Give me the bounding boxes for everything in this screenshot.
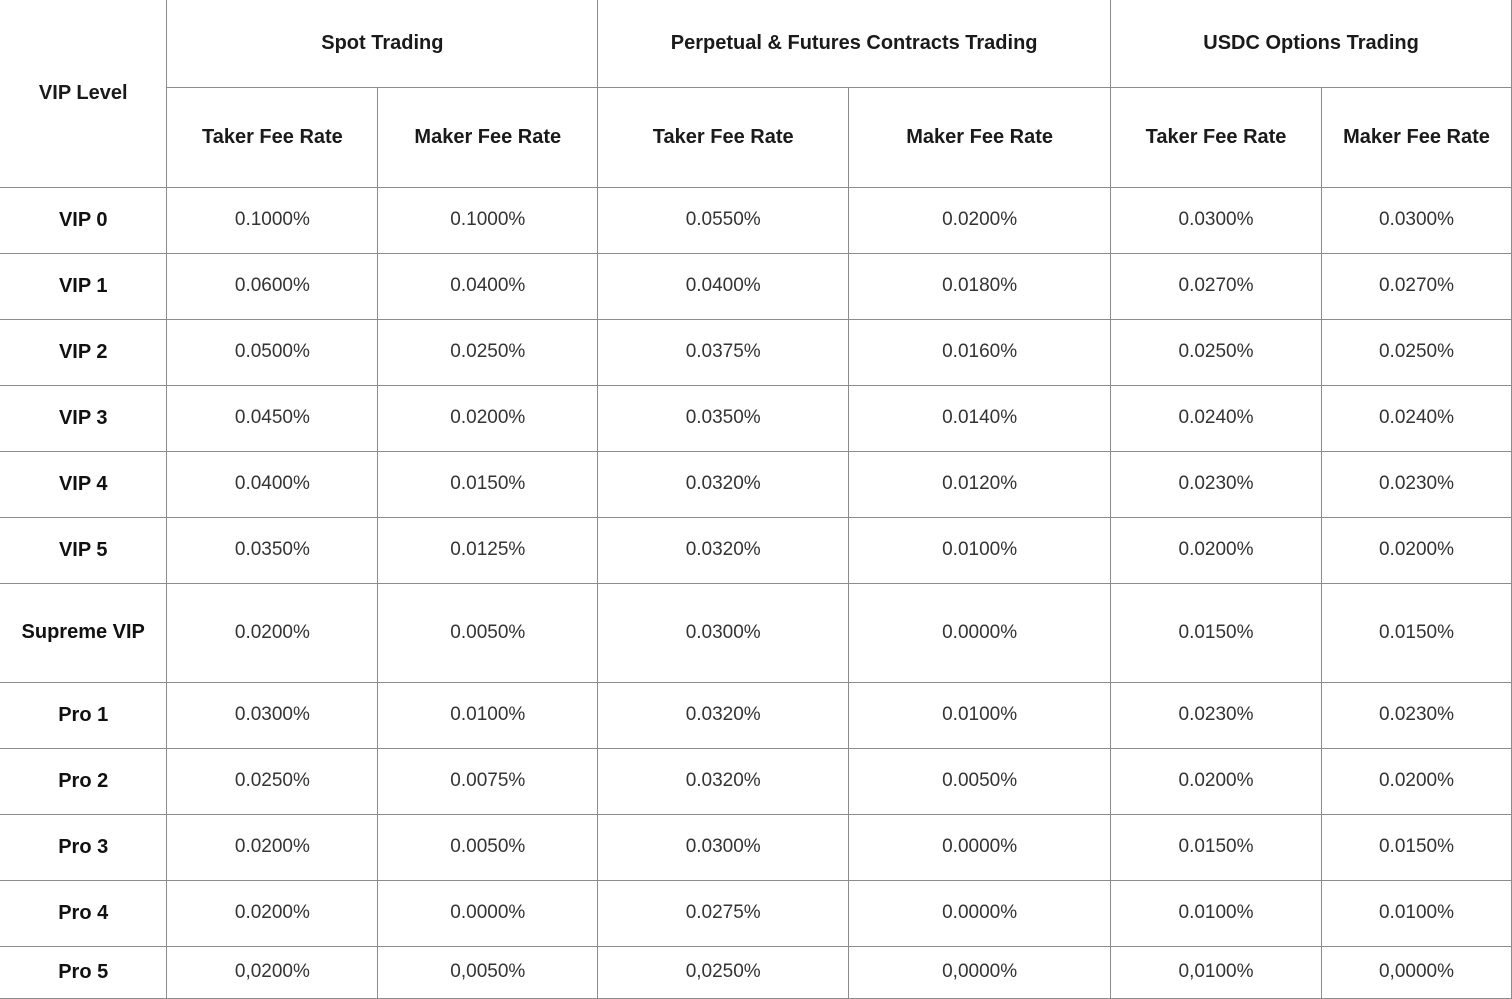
fee-rate-cell: 0.0100% <box>1321 880 1511 946</box>
fee-rate-cell: 0,0100% <box>1111 946 1322 998</box>
fee-rate-cell: 0.0200% <box>167 814 378 880</box>
fee-rate-cell: 0,0000% <box>849 946 1111 998</box>
table-row <box>0 814 1512 880</box>
fee-rate-cell: 0.0120% <box>849 451 1111 517</box>
fee-rate-cell: 0.0000% <box>849 880 1111 946</box>
fee-rate-cell: 0.0100% <box>378 682 598 748</box>
fee-rate-cell: 0.0000% <box>378 880 598 946</box>
table-row <box>0 517 1512 583</box>
fee-rate-cell: 0.0300% <box>598 814 849 880</box>
table-row <box>0 682 1512 748</box>
fee-rate-cell: 0.1000% <box>167 187 378 253</box>
fee-rate-cell: 0.0200% <box>849 187 1111 253</box>
fee-rate-cell: 0.0150% <box>1321 583 1511 682</box>
vip-level-cell: VIP 3 <box>0 385 167 451</box>
table-row <box>0 187 1512 253</box>
vip-level-cell: VIP 0 <box>0 187 167 253</box>
fee-rate-cell: 0.0400% <box>167 451 378 517</box>
vip-level-cell: VIP 1 <box>0 253 167 319</box>
fee-rate-cell: 0.0320% <box>598 517 849 583</box>
fee-rate-cell: 0.0125% <box>378 517 598 583</box>
table-row <box>0 946 1512 998</box>
fee-rate-cell: 0.0150% <box>1111 814 1322 880</box>
fee-rate-cell: 0.0200% <box>1111 748 1322 814</box>
fee-rate-cell: 0.1000% <box>378 187 598 253</box>
fee-rate-cell: 0.0250% <box>167 748 378 814</box>
fee-rate-cell: 0.0400% <box>378 253 598 319</box>
fee-rate-cell: 0.0050% <box>378 583 598 682</box>
fee-rate-cell: 0.0240% <box>1321 385 1511 451</box>
table-row <box>0 385 1512 451</box>
fee-rate-cell: 0.0230% <box>1321 682 1511 748</box>
fee-rate-cell: 0.0200% <box>1321 748 1511 814</box>
fee-table-body <box>0 187 1512 998</box>
fee-rate-cell: 0.0320% <box>598 682 849 748</box>
fee-rate-cell: 0.0250% <box>1111 319 1322 385</box>
fee-rate-cell: 0.0100% <box>849 517 1111 583</box>
vip-level-cell: VIP 5 <box>0 517 167 583</box>
fee-rate-cell: 0.0230% <box>1111 682 1322 748</box>
table-row <box>0 319 1512 385</box>
fee-rate-cell: 0.0100% <box>1111 880 1322 946</box>
fee-rate-cell: 0,0200% <box>167 946 378 998</box>
fee-rate-cell: 0,0250% <box>598 946 849 998</box>
fee-rate-cell: 0.0230% <box>1321 451 1511 517</box>
vip-level-cell: Pro 3 <box>0 814 167 880</box>
fee-rate-cell: 0.0270% <box>1111 253 1322 319</box>
subheader-spot-taker: Taker Fee Rate <box>167 87 378 187</box>
fee-rate-cell: 0.0400% <box>598 253 849 319</box>
table-row <box>0 583 1512 682</box>
vip-level-cell: Pro 1 <box>0 682 167 748</box>
subheader-options-taker: Taker Fee Rate <box>1111 87 1322 187</box>
fee-rate-cell: 0.0375% <box>598 319 849 385</box>
fee-rate-cell: 0.0160% <box>849 319 1111 385</box>
fee-rate-cell: 0.0150% <box>1321 814 1511 880</box>
fee-rate-cell: 0.0000% <box>849 583 1111 682</box>
vip-level-cell: VIP 2 <box>0 319 167 385</box>
table-row <box>0 451 1512 517</box>
fee-rate-cell: 0.0350% <box>598 385 849 451</box>
fee-rate-cell: 0.0250% <box>1321 319 1511 385</box>
table-row <box>0 748 1512 814</box>
fee-rate-cell: 0.0550% <box>598 187 849 253</box>
fee-rate-cell: 0.0140% <box>849 385 1111 451</box>
header-vip-level: VIP Level <box>0 0 167 187</box>
header-spot-trading: Spot Trading <box>167 0 598 87</box>
fee-rate-cell: 0.0075% <box>378 748 598 814</box>
vip-level-cell: Pro 2 <box>0 748 167 814</box>
vip-level-cell: Supreme VIP <box>0 583 167 682</box>
fee-rate-cell: 0.0300% <box>167 682 378 748</box>
fee-rate-cell: 0.0250% <box>378 319 598 385</box>
fee-rate-cell: 0.0320% <box>598 748 849 814</box>
fee-rate-cell: 0.0300% <box>598 583 849 682</box>
fee-rate-cell: 0.0230% <box>1111 451 1322 517</box>
fee-rate-cell: 0.0050% <box>378 814 598 880</box>
fee-rate-cell: 0.0180% <box>849 253 1111 319</box>
vip-level-cell: Pro 5 <box>0 946 167 998</box>
fee-rate-cell: 0.0300% <box>1111 187 1322 253</box>
fee-rate-cell: 0.0450% <box>167 385 378 451</box>
fee-rate-cell: 0.0200% <box>1321 517 1511 583</box>
fee-rate-cell: 0.0320% <box>598 451 849 517</box>
fee-rate-cell: 0.0200% <box>1111 517 1322 583</box>
fee-rate-cell: 0,0050% <box>378 946 598 998</box>
fee-rate-cell: 0,0000% <box>1321 946 1511 998</box>
fee-rate-cell: 0.0200% <box>378 385 598 451</box>
fee-rate-cell: 0.0100% <box>849 682 1111 748</box>
subheader-perp-taker: Taker Fee Rate <box>598 87 849 187</box>
fee-rate-cell: 0.0350% <box>167 517 378 583</box>
fee-rate-cell: 0.0500% <box>167 319 378 385</box>
subheader-options-maker: Maker Fee Rate <box>1321 87 1511 187</box>
fee-rate-cell: 0.0600% <box>167 253 378 319</box>
table-row <box>0 880 1512 946</box>
table-row <box>0 253 1512 319</box>
fee-rate-cell: 0.0300% <box>1321 187 1511 253</box>
fee-rate-cell: 0.0275% <box>598 880 849 946</box>
fee-rate-cell: 0.0050% <box>849 748 1111 814</box>
fee-rate-cell: 0.0150% <box>1111 583 1322 682</box>
vip-level-cell: VIP 4 <box>0 451 167 517</box>
vip-level-cell: Pro 4 <box>0 880 167 946</box>
fee-rate-cell: 0.0270% <box>1321 253 1511 319</box>
fee-rate-cell: 0.0200% <box>167 583 378 682</box>
subheader-spot-maker: Maker Fee Rate <box>378 87 598 187</box>
header-usdc-options-trading: USDC Options Trading <box>1111 0 1512 87</box>
subheader-perp-maker: Maker Fee Rate <box>849 87 1111 187</box>
fee-rate-cell: 0.0150% <box>378 451 598 517</box>
fee-rate-cell: 0.0200% <box>167 880 378 946</box>
fee-rate-cell: 0.0240% <box>1111 385 1322 451</box>
fee-rate-cell: 0.0000% <box>849 814 1111 880</box>
header-perpetual-futures-trading: Perpetual & Futures Contracts Trading <box>598 0 1111 87</box>
